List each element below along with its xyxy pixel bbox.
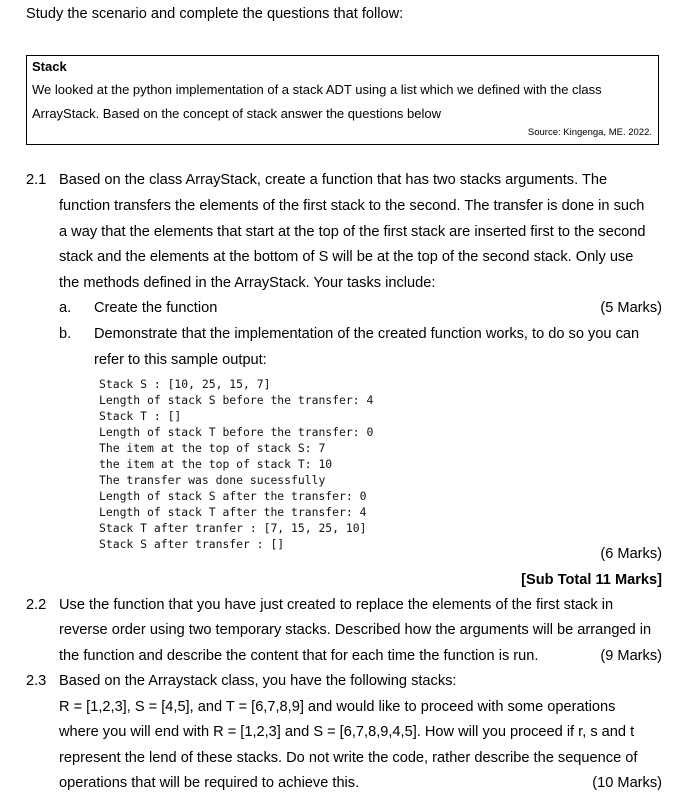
q21-a-text: Create the function xyxy=(94,300,218,316)
stack-box-title: Stack xyxy=(32,59,67,74)
code-line: Stack T after tranfer : [7, 15, 25, 10] xyxy=(99,521,367,535)
code-line: The transfer was done sucessfully xyxy=(99,473,326,487)
code-line: Length of stack S before the transfer: 4 xyxy=(99,393,374,407)
code-line: The item at the top of stack S: 7 xyxy=(99,441,326,455)
q21-line-4: stack and the elements at the bottom of S will be at the top of the second stack. Only use xyxy=(59,249,634,265)
q22-number: 2.2 xyxy=(26,597,47,613)
code-line: Stack S after transfer : [] xyxy=(99,537,285,551)
q22-line-1: Use the function that you have just created to replace the elements of the first stack in xyxy=(59,597,614,613)
q21-line-3: a way that the elements that start at the top of the first stack are inserted first to the second xyxy=(59,224,646,240)
q21-b-line-1: Demonstrate that the implementation of the created function works, to do so you can xyxy=(94,326,640,342)
code-line: the item at the top of stack T: 10 xyxy=(99,457,333,471)
code-line: Length of stack T after the transfer: 4 xyxy=(99,505,367,519)
q23-line-4: represent the lend of these stacks. Do not write the code, rather describe the sequence of xyxy=(59,750,638,766)
q23-line-1: Based on the Arraystack class, you have the following stacks: xyxy=(59,673,457,689)
stack-box-line-1: We looked at the python implementation of a stack ADT using a list which we defined with the class xyxy=(32,82,602,97)
q21-line-2: function transfers the elements of the first stack to the second. The transfer is done in such xyxy=(59,198,645,214)
q21-subtotal: [Sub Total 11 Marks] xyxy=(521,572,662,588)
stack-box-line-2: ArrayStack. Based on the concept of stack answer the questions below xyxy=(32,106,442,121)
q23-line-2: R = [1,2,3], S = [4,5], and T = [6,7,8,9] and would like to proceed with some operations xyxy=(59,699,616,715)
q23-number: 2.3 xyxy=(26,673,47,689)
q21-b-marks: (6 Marks) xyxy=(600,546,662,562)
q21-b-label: b. xyxy=(59,326,72,342)
code-line: Stack S : [10, 25, 15, 7] xyxy=(99,377,271,391)
q22-line-3: the function and describe the content that for each time the function is run. xyxy=(59,648,539,664)
q22-line-2: reverse order using two temporary stacks. Described how the arguments will be arranged in xyxy=(59,622,652,638)
stack-info-box xyxy=(26,55,659,145)
intro-text: Study the scenario and complete the questions that follow: xyxy=(26,6,404,22)
q21-b-line-2: refer to this sample output: xyxy=(94,352,267,368)
q21-line-1: Based on the class ArrayStack, create a function that has two stacks arguments. The xyxy=(59,172,608,188)
q21-number: 2.1 xyxy=(26,172,47,188)
q23-marks: (10 Marks) xyxy=(592,775,662,791)
code-line: Length of stack S after the transfer: 0 xyxy=(99,489,367,503)
q23-line-3: where you will end with R = [1,2,3] and S = [6,7,8,9,4,5]. How will you proceed if r, s and t xyxy=(59,724,635,740)
q21-a-marks: (5 Marks) xyxy=(600,300,662,316)
q21-line-5: the methods defined in the ArrayStack. Your tasks include: xyxy=(59,275,436,291)
stack-box-source: Source: Kingenga, ME. 2022. xyxy=(527,127,652,138)
q23-line-5: operations that will be required to achieve this. xyxy=(59,775,360,791)
code-line: Length of stack T before the transfer: 0 xyxy=(99,425,374,439)
code-line: Stack T : [] xyxy=(99,409,182,423)
q21-a-label: a. xyxy=(59,300,72,316)
q22-marks: (9 Marks) xyxy=(600,648,662,664)
